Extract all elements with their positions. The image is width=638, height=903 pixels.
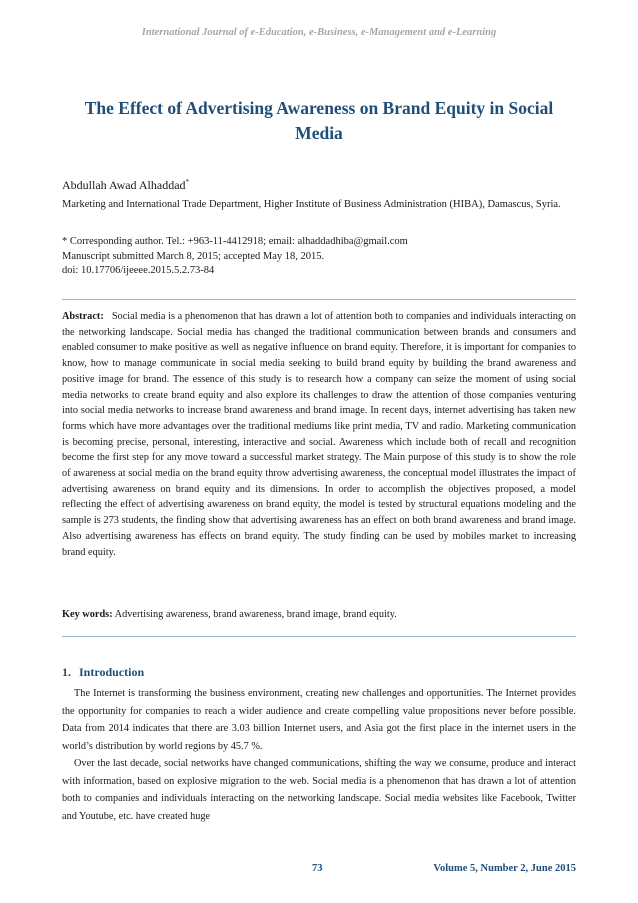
paper-title: The Effect of Advertising Awareness on Brand Equity in Social Media [84, 98, 554, 143]
divider-bottom [62, 636, 576, 637]
keywords-text: Advertising awareness, brand awareness, brand image, brand equity. [114, 609, 397, 620]
abstract-text: Social media is a phenomenon that has drawn a lot of attention both to companies and individuals interacting on the networking landscape. Social media has changed the traditional communication between brands and consumers and enabled consumer to make positive as well as negative influence on brand equity. Therefore, it is important for companies to know, how to manage communicate in social media seeking to build brand equity by building the brand awareness and positive image for brand. The essence of this study is to research how a company can seize the moment of using social media networks to create brand equity and also explore its challenges to draw the attention of those companies venturing into social media networks to increase brand awareness and brand image. In recent days, internet advertising has taken new forms which have more advantages over the traditional mediums like print media, TV and radio. Marketing communication is becoming precise, personal, interesting, interactive and social. Awareness which include both of recall and recognition become the first step for any move toward a successful market strategy. The Main purpose of this study is to show the role of awareness at social media on the brand equity throw advertising awareness, the conceptual model illustrates the impact of advertising awareness on brand equity and its dimensions. In order to accomplish the objectives proposed, a model reflecting the effect of advertising awareness on brand equity, the model is tested by structural equations modeling and the sample is 273 students, the finding show that advertising awareness has an effect on both brand awareness and brand image. Also advertising awareness has effects on brand equity. The study finding can be used by mobiles market to increasing brand equity. [62, 311, 576, 558]
affiliation: Marketing and International Trade Department, Higher Institute of Business Administration (HIBA), Damascus, Syria. [62, 199, 561, 210]
section-title: Introduction [79, 665, 145, 679]
abstract [62, 309, 576, 560]
author-line [62, 178, 189, 193]
introduction-body [62, 685, 576, 825]
manuscript-dates: Manuscript submitted March 8, 2015; accepted May 18, 2015. [62, 250, 325, 262]
section-number: 1. [62, 665, 71, 679]
section-heading [62, 665, 144, 680]
author-mark: * [185, 178, 190, 186]
volume-info: Volume 5, Number 2, June 2015 [433, 863, 576, 874]
author-name: Abdullah Awad Alhaddad [62, 178, 186, 192]
keywords-label: Key words: [62, 609, 113, 620]
paragraph: The Internet is transforming the business environment, creating new challenges and opportunities. The Internet provides the opportunity for companies to reach a wider audience and create compelling value propositions never before possible. Data from 2014 indicates that there are 3.03 billion Internet users, and Asia got the first place in the internet users in the world’s distribution by world regions by 45.7 %. [62, 688, 576, 752]
divider-top [62, 299, 576, 300]
abstract-label: Abstract: [62, 311, 104, 322]
corresponding-author: * Corresponding author. Tel.: +963-11-4412918; email: alhaddadhiba@gmail.com [62, 236, 408, 247]
keywords [62, 609, 576, 620]
page-number: 73 [312, 863, 323, 874]
doi: doi: 10.17706/ijeeee.2015.5.2.73-84 [62, 265, 215, 276]
correspondence-block [62, 235, 576, 279]
journal-header: International Journal of e-Education, e-Business, e-Management and e-Learning [141, 27, 497, 38]
paragraph: Over the last decade, social networks have changed communications, shifting the way we consume, produce and interact with information, based on explosive migration to the web. Social media is a phenomenon that has drawn a lot of attention both to companies and individuals interacting on the networking landscape. Social media websites like Facebook, Twitter and Youtube, etc. have created huge [62, 758, 576, 822]
